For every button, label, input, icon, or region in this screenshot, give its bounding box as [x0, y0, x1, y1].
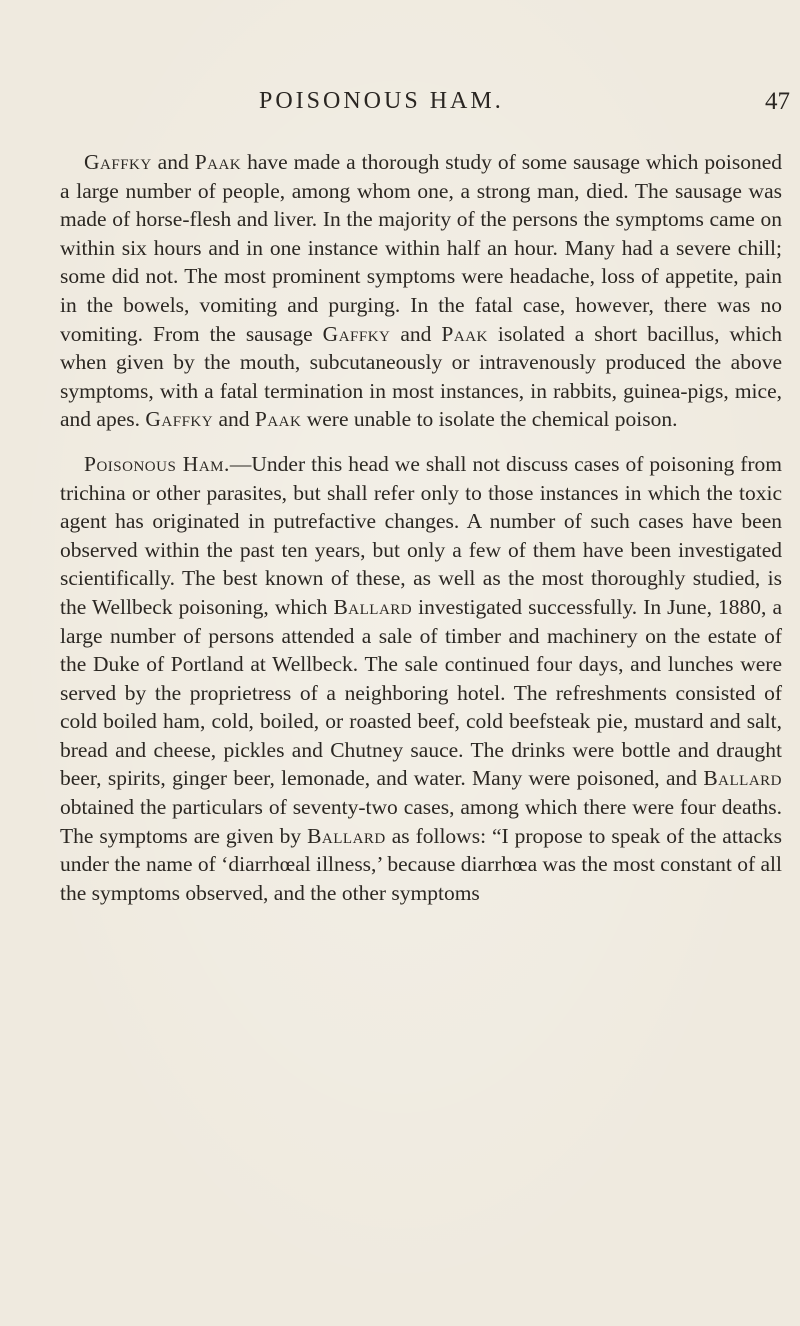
section-heading: Poisonous Ham. [84, 451, 230, 476]
running-head: POISONOUS HAM. [259, 88, 504, 114]
text-run: —Under this head we shall not discuss cases of poisoning from trichina or other parasites, but shall refer only to those instances in which the toxic agent has originated in putrefactive changes. A number of such cases have been observed within the past ten years, but only a few of them have been investigated scientifically. The best known of these, as well as the most thoroughly studied, is the Wellbeck poisoning, which [60, 451, 782, 619]
author-name: Ballard [333, 594, 413, 619]
body-text [60, 148, 782, 907]
text-run: were unable to isolate the chemical poison. [301, 407, 678, 432]
author-name: Ballard [307, 823, 386, 848]
paragraph-poisonous-ham [60, 450, 782, 908]
text-run: obtained the particulars of seventy-two cases, among which there were four deaths. The symptoms are given by [60, 795, 782, 848]
paragraph-gaffky-paak [60, 148, 782, 434]
text-run: as follows: “I propose to speak of the attacks under the name of ‘diarrhœal illness,’ because diarrhœa was the most constant of all the symptoms observed, and the other symptoms [60, 823, 783, 905]
author-name: Gaffky [84, 150, 152, 174]
author-name: Paak [441, 321, 488, 346]
page-number: 47 [765, 88, 790, 115]
author-name: Paak [254, 407, 302, 432]
text-run: investigated successfully. In June, 1880, a large number of persons attended a sale of timber and machinery on the estate of the Duke of Portland at Wellbeck. The sale continued four days, and lunches were served by the proprietress of a neighboring hotel. The refreshments consisted of cold boiled ham, cold, boiled, or roasted beef, cold beefsteak pie, mustard and salt, bread and cheese, pickles and Chutney sauce. The drinks were bottle and draught beer, spirits, ginger beer, lemonade, and water. Many were poisoned, and [60, 594, 782, 791]
text-run: isolated a short bacillus, which when given by the mouth, subcutaneously or intravenously produced the above symptoms, with a fatal termination in most instances, in rabbits, guinea-pigs, mice, and apes. [60, 321, 782, 432]
text-run: and [151, 150, 195, 174]
author-name: Ballard [703, 766, 782, 791]
text-run: and [390, 321, 442, 346]
text-run: have made a thorough study of some sausage which poisoned a large number of people, among whom one, a strong man, died. The sausage was made of horse-flesh and liver. In the majority of the persons the symptoms came on within six hours and in one instance within half an hour. Many had a severe chill; some did not. The most prominent symptoms were headache, loss of appetite, pain in the bowels, vomiting and purging. In the fatal case, however, there was no vomiting. From the sausage [60, 150, 782, 346]
author-name: Paak [194, 150, 242, 174]
author-name: Gaffky [322, 321, 391, 346]
page-header [60, 88, 790, 128]
text-run: and [213, 407, 255, 432]
author-name: Gaffky [145, 407, 214, 432]
